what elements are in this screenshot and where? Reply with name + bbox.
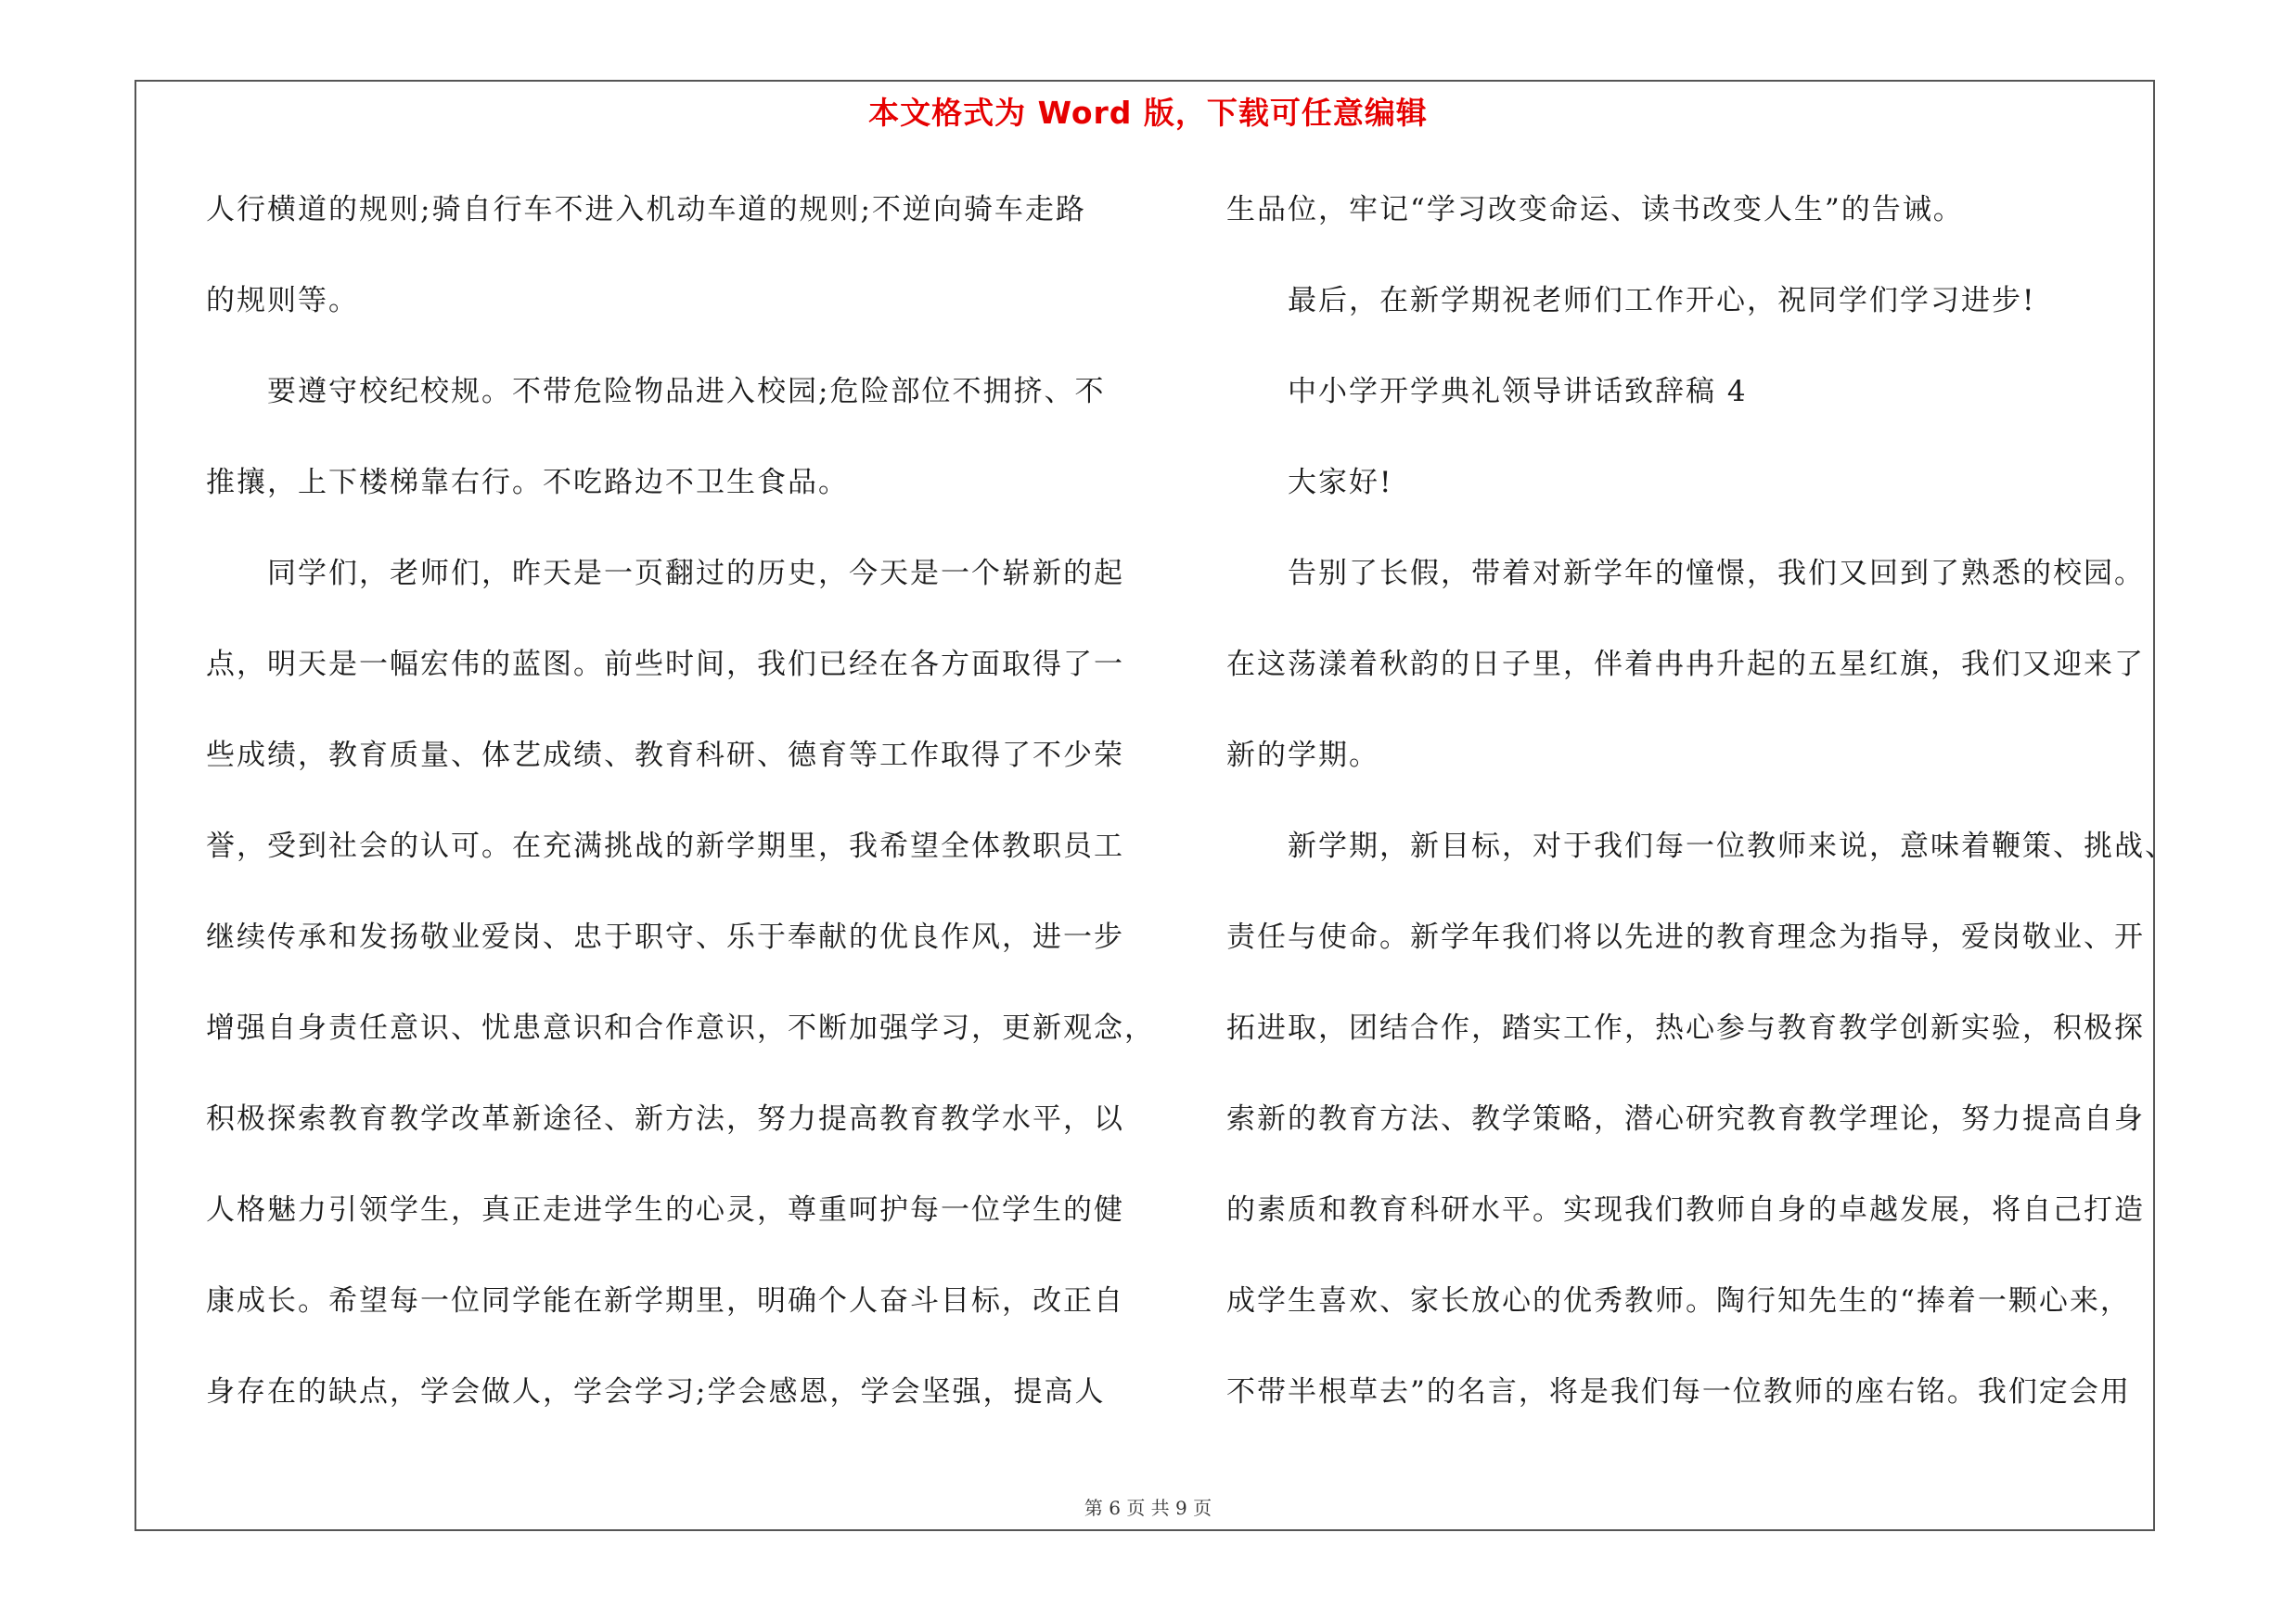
text-line: 同学们，老师们，昨天是一页翻过的历史，今天是一个崭新的起 — [267, 557, 1124, 590]
text-line: 拓进取，团结合作，踏实工作，热心参与教育教学创新实验，积极探 — [1226, 1011, 2145, 1045]
text-line: 索新的教育方法、教学策略，潜心研究教育教学理论，努力提高自身 — [1226, 1102, 2145, 1136]
text-line: 在这荡漾着秋韵的日子里，伴着冉冉升起的五星红旗，我们又迎来了 — [1226, 648, 2145, 681]
text-line: 人行横道的规则;骑自行车不进入机动车道的规则;不逆向骑车走路 — [206, 193, 1086, 226]
text-line: 新学期，新目标，对于我们每一位教师来说，意味着鞭策、挑战、 — [1288, 830, 2175, 863]
text-line: 的素质和教育科研水平。实现我们教师自身的卓越发展，将自己打造 — [1226, 1193, 2145, 1227]
text-line: 点，明天是一幅宏伟的蓝图。前些时间，我们已经在各方面取得了一 — [206, 648, 1124, 681]
text-line: 身存在的缺点，学会做人，学会学习;学会感恩，学会坚强，提高人 — [206, 1375, 1106, 1409]
text-line: 誉，受到社会的认可。在充满挑战的新学期里，我希望全体教职员工 — [206, 830, 1124, 863]
text-line: 推攘，上下楼梯靠右行。不吃路边不卫生食品。 — [206, 466, 849, 499]
text-line: 要遵守校纪校规。不带危险物品进入校园;危险部位不拥挤、不 — [267, 375, 1106, 408]
text-line: 不带半根草去”的名言，将是我们每一位教师的座右铭。我们定会用 — [1226, 1375, 2131, 1409]
text-line: 增强自身责任意识、忧患意识和合作意识，不断加强学习，更新观念， — [206, 1011, 1155, 1045]
text-line: 的规则等。 — [206, 284, 359, 317]
format-banner: 本文格式为 Word 版，下载可任意编辑 — [868, 95, 1428, 131]
text-line: 成学生喜欢、家长放心的优秀教师。陶行知先生的“捧着一颗心来， — [1226, 1284, 2131, 1318]
text-line: 大家好! — [1288, 466, 1393, 499]
page-number-footer: 第 6 页 共 9 页 — [1084, 1497, 1212, 1519]
text-line: 些成绩，教育质量、体艺成绩、教育科研、德育等工作取得了不少荣 — [206, 739, 1124, 772]
text-line: 告别了长假，带着对新学年的憧憬，我们又回到了熟悉的校园。 — [1288, 557, 2145, 590]
text-line: 中小学开学典礼领导讲话致辞稿 4 — [1288, 375, 1748, 408]
text-line: 责任与使命。新学年我们将以先进的教育理念为指导，爱岗敬业、开 — [1226, 921, 2145, 954]
text-line: 人格魅力引领学生，真正走进学生的心灵，尊重呵护每一位学生的健 — [206, 1193, 1124, 1227]
text-line: 生品位，牢记“学习改变命运、读书改变人生”的告诫。 — [1226, 193, 1964, 226]
text-line: 继续传承和发扬敬业爱岗、忠于职守、乐于奉献的优良作风，进一步 — [206, 921, 1124, 954]
text-line: 最后，在新学期祝老师们工作开心，祝同学们学习进步! — [1288, 284, 2036, 317]
right-text-column — [1226, 182, 2175, 1455]
text-line: 积极探索教育教学改革新途径、新方法，努力提高教育教学水平，以 — [206, 1102, 1124, 1136]
left-text-column — [206, 182, 1155, 1455]
text-line: 新的学期。 — [1226, 739, 1379, 772]
text-line: 康成长。希望每一位同学能在新学期里，明确个人奋斗目标，改正自 — [206, 1284, 1124, 1318]
